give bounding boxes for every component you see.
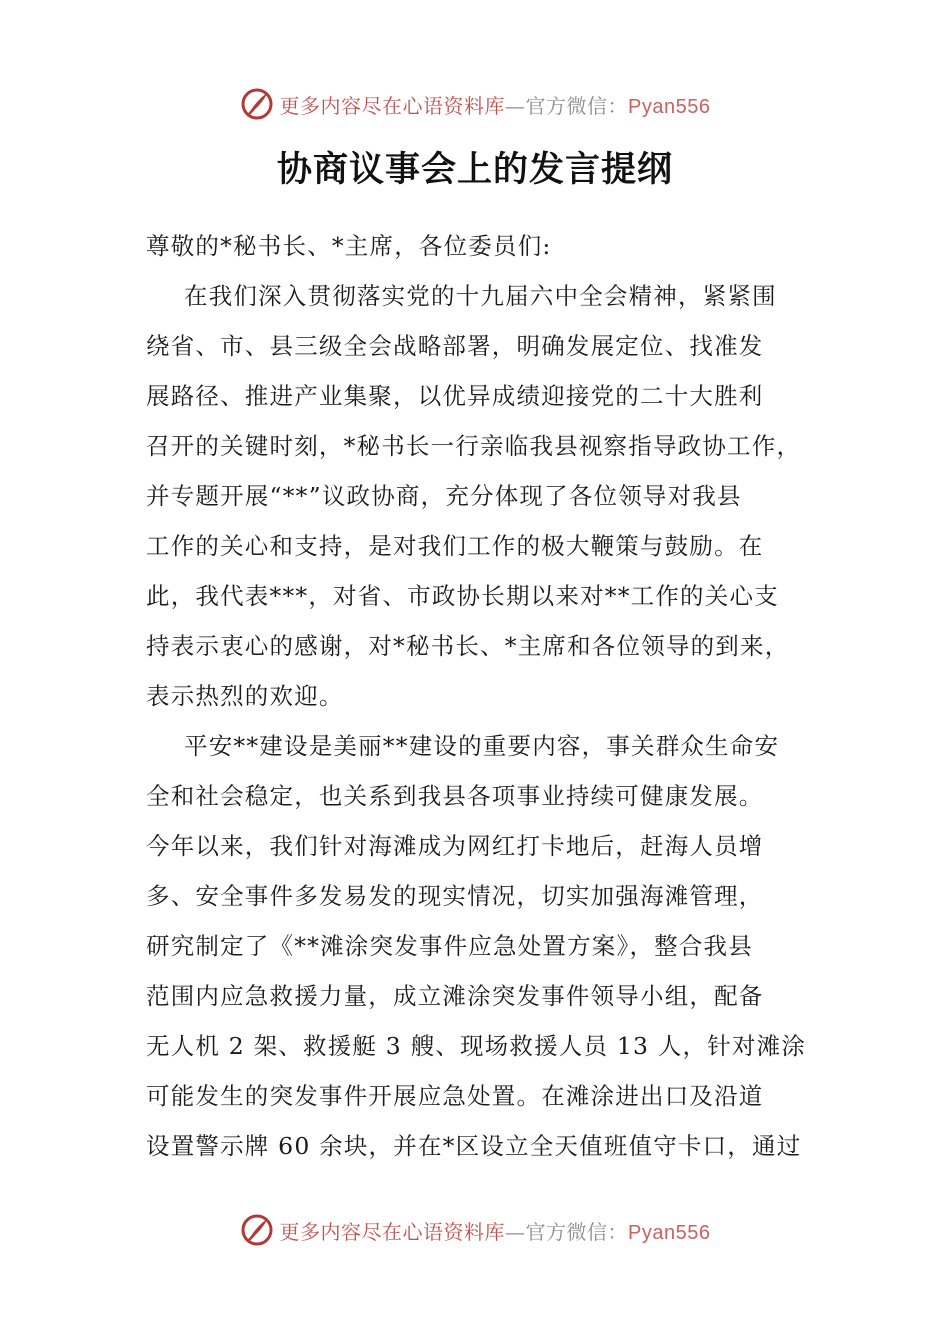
paragraph-line: 在我们深入贯彻落实党的十九届六中全会精神，紧紧围	[184, 282, 777, 310]
document-title: 协商议事会上的发言提纲	[276, 149, 673, 190]
watermark-label: 官方微信：	[525, 1219, 629, 1244]
paragraph-line: 无人机 2 架、救援艇 3 艘、现场救援人员 13 人，针对滩涂	[146, 1032, 807, 1060]
paragraph-line: 设置警示牌 60 余块，并在*区设立全天值班值守卡口，通过	[146, 1132, 802, 1160]
watermark-label: 官方微信：	[525, 93, 629, 118]
paragraph-line: 研究制定了《**滩涂突发事件应急处置方案》，整合我县	[146, 932, 753, 960]
paragraph-line: 持表示衷心的感谢，对*秘书长、*主席和各位领导的到来，	[146, 632, 790, 660]
watermark-separator: —	[505, 93, 526, 118]
footer-watermark	[0, 1208, 950, 1252]
watermark-text	[280, 90, 711, 119]
paragraph-line: 可能发生的突发事件开展应急处置。在滩涂进出口及沿道	[146, 1082, 764, 1110]
paragraph-line: 全和社会稳定，也关系到我县各项事业持续可健康发展。	[146, 782, 764, 810]
quill-logo-icon	[240, 1213, 274, 1247]
paragraph-line: 今年以来，我们针对海滩成为网红打卡地后，赶海人员增	[146, 832, 764, 860]
watermark-prefix: 更多内容尽在心语资料库	[279, 1219, 506, 1244]
paragraph-line: 范围内应急救援力量，成立滩涂突发事件领导小组，配备	[146, 982, 764, 1010]
paragraph-line: 平安**建设是美丽**建设的重要内容，事关群众生命安	[184, 732, 780, 760]
header-watermark	[0, 82, 950, 126]
salutation-line: 尊敬的*秘书长、*主席，各位委员们:	[146, 232, 552, 260]
paragraph-line: 召开的关键时刻，*秘书长一行亲临我县视察指导政协工作，	[146, 432, 802, 460]
watermark-handle: Pyan556	[628, 1221, 711, 1244]
paragraph-line: 工作的关心和支持，是对我们工作的极大鞭策与鼓励。在	[146, 532, 764, 560]
paragraph-line: 展路径、推进产业集聚，以优异成绩迎接党的二十大胜利	[146, 382, 764, 410]
watermark-prefix: 更多内容尽在心语资料库	[279, 93, 506, 118]
watermark-text	[280, 1216, 711, 1245]
paragraph-line: 多、安全事件多发易发的现实情况，切实加强海滩管理，	[146, 882, 764, 910]
paragraph-line: 绕省、市、县三级全会战略部署，明确发展定位、找准发	[146, 332, 764, 360]
document-body	[146, 221, 814, 1171]
quill-logo-icon	[240, 87, 274, 121]
paragraph-line: 此，我代表***，对省、市政协长期以来对**工作的关心支	[146, 582, 779, 610]
watermark-separator: —	[505, 1219, 526, 1244]
paragraph-line: 表示热烈的欢迎。	[146, 682, 344, 710]
paragraph-line: 并专题开展“**”议政协商，充分体现了各位领导对我县	[146, 482, 742, 510]
watermark-handle: Pyan556	[628, 95, 711, 118]
